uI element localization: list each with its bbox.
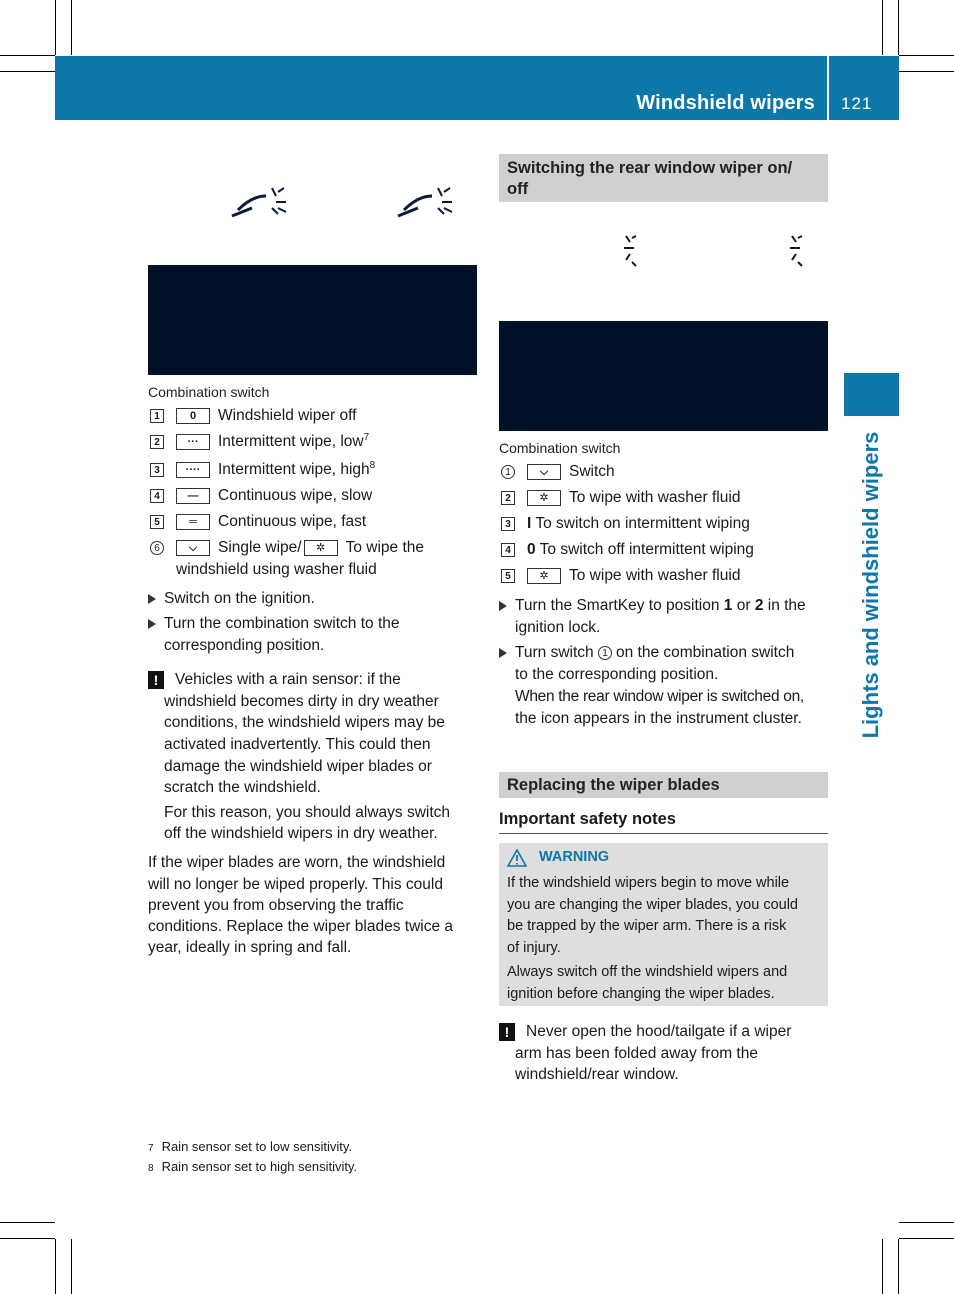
crop-mark [0,1222,55,1223]
single-wipe-icon: ⌵ [176,540,210,556]
crop-mark [0,71,55,72]
note-line: conditions, the windshield wipers may be [164,714,445,731]
item-number: 1 [598,646,612,660]
paragraph-line: prevent you from observing the traffic [148,897,404,914]
list-item-continuation: windshield using washer fluid [176,561,377,578]
step-continuation: to the corresponding position. [515,666,719,683]
paragraph-line: conditions. Replace the wiper blades twice a [148,918,454,935]
item-number: 3 [501,517,515,531]
item-symbol: 0 [527,541,536,558]
rear-wiper-icon [618,234,658,270]
item-text: To wipe with washer fluid [569,567,741,584]
paragraph-line: will no longer be wiped properly. This could [148,876,443,893]
item-number: 5 [501,569,515,583]
paragraph-line: If the wiper blades are worn, the windshield [148,854,446,871]
list-item [150,459,375,481]
note-line: Never open the hood/tailgate if a wiper [526,1023,792,1040]
item-symbol: I [527,515,532,532]
crop-mark [899,71,954,72]
header-divider [827,56,829,120]
step-text: in the [763,597,806,614]
note-line: windshield becomes dirty in dry weather [164,693,439,710]
combination-switch-photo [499,321,828,431]
section-heading: Replacing the wiper blades [499,772,828,798]
instruction-step [148,613,400,635]
footnote-text: Rain sensor set to low sensitivity. [161,1139,353,1154]
item-text: Continuous wipe, slow [218,487,373,504]
crop-mark [71,1239,72,1294]
list-item [150,537,424,559]
warning-icon [507,849,527,867]
section-heading-line: off [507,180,529,198]
crop-mark [71,0,72,55]
item-text: Windshield wiper off [218,407,357,424]
item-text: Single wipe/ [218,539,302,556]
crop-mark [899,1222,954,1223]
instruction-step [148,588,315,610]
note-line: windshield/rear window. [515,1066,679,1083]
warning-line: If the windshield wipers begin to move while [507,875,790,891]
footnote-number: 8 [148,1163,154,1174]
crop-mark [55,0,56,55]
washer-fluid-icon: ✲ [527,568,561,584]
item-number: 4 [150,489,164,503]
item-text: Intermittent wipe, high [218,461,370,478]
arrow-icon [148,594,156,604]
off-symbol-icon: 0 [176,408,210,424]
step-continuation: ignition lock. [515,619,601,636]
list-item [501,539,754,561]
subheading-rule [499,833,828,834]
note-line: arm has been folded away from the [515,1045,758,1062]
item-number: 2 [150,435,164,449]
figure-caption: Combination switch [148,384,270,400]
page-number: 121 [841,94,873,113]
item-number: 1 [501,465,515,479]
item-number: 5 [150,515,164,529]
item-number: 3 [150,463,164,477]
item-text: To switch on intermittent wiping [535,515,750,532]
note-line: activated inadvertently. This could then [164,736,431,753]
combination-switch-photo [148,265,477,375]
item-number: 4 [501,543,515,557]
warning-line: be trapped by the wiper arm. There is a risk [507,918,787,934]
rear-wiper-switch-icon: ⌵ [527,464,561,480]
step-text: Turn the SmartKey to position [515,597,724,614]
item-text: Continuous wipe, fast [218,513,367,530]
continuous-fast-icon: ═ [176,514,210,530]
crop-mark [898,0,899,55]
item-number: 1 [150,409,164,423]
caution-icon: ! [499,1023,515,1041]
arrow-icon [148,619,156,629]
footnote [148,1159,357,1174]
rear-wiper-icon [784,234,824,270]
warning-title: WARNING [539,849,610,865]
crop-mark [882,1239,883,1294]
step-text: on the combination switch [615,644,795,661]
warning-text [507,873,798,1005]
wiper-symbol-icon [394,182,458,222]
footnote-text: Rain sensor set to high sensitivity. [161,1159,358,1174]
item-text: Intermittent wipe, low [218,433,364,450]
figure-caption: Combination switch [499,440,621,456]
list-item [501,461,615,483]
note-line: damage the windshield wiper blades or [164,758,432,775]
crop-mark [0,55,55,56]
list-item [150,431,369,453]
warning-line: Always switch off the windshield wipers and [507,964,788,980]
note-line: scratch the windshield. [164,779,321,796]
crop-mark [899,55,954,56]
step-text: Turn switch [515,644,594,661]
step-text: Switch on the ignition. [164,590,315,607]
section-heading [499,154,828,202]
note-line: Vehicles with a rain sensor: if the [175,671,401,688]
crop-mark [899,1238,954,1239]
footnote-ref: 7 [363,431,370,443]
list-item [150,405,356,427]
crop-mark [55,1239,56,1294]
sidebar-tab [844,373,899,416]
step-text: Turn the combination switch to the [164,615,400,632]
crop-mark [0,1238,55,1239]
item-number: 2 [501,491,515,505]
item-text: To wipe with washer fluid [569,489,741,506]
step-continuation: corresponding position. [164,637,325,654]
list-item [150,511,366,533]
note [499,1021,515,1043]
warning-line: of injury. [507,939,561,956]
list-item [501,513,750,535]
step-text: 1 [723,597,733,614]
caution-icon: ! [148,671,164,689]
item-number: 6 [150,541,164,555]
warning-line: ignition before changing the wiper blades. [507,985,775,1002]
list-item [501,487,740,509]
subheading: Important safety notes [499,810,676,828]
arrow-icon [499,601,507,611]
instruction-step [499,642,794,664]
chapter-label: Lights and windshield wipers [858,431,883,739]
item-text: To wipe the [345,539,424,556]
note-line: For this reason, you should always switch [164,804,451,821]
section-heading-line: Switching the rear window wiper on/ [507,159,793,177]
wiper-symbol-icon [228,182,292,222]
footnote-number: 7 [148,1143,154,1154]
list-item [501,565,740,587]
arrow-icon [499,648,507,658]
page-header [55,56,899,120]
step-text: 2 [754,597,764,614]
step-result: When the rear window wiper is switched on, [515,688,804,705]
footnote-ref: 8 [369,459,376,471]
step-text: or [732,597,755,614]
continuous-slow-icon: — [176,488,210,504]
warning-line: you are changing the wiper blades, you could [507,896,798,913]
washer-fluid-icon: ✲ [304,540,338,556]
instruction-step [499,595,806,617]
item-text: To switch off intermittent wiping [539,541,754,558]
paragraph-line: year, ideally in spring and fall. [148,939,352,956]
intermittent-high-icon: ···· [176,462,210,478]
note [148,669,164,691]
warning-box [499,843,828,1006]
footnote [148,1139,352,1154]
list-item [150,485,372,507]
crop-mark [882,0,883,55]
crop-mark [898,1239,899,1294]
step-result: the icon appears in the instrument cluster. [515,710,802,727]
washer-fluid-icon: ✲ [527,490,561,506]
item-text: Switch [569,463,615,480]
note-line: off the windshield wipers in dry weather. [164,825,438,842]
intermittent-low-icon: ··· [176,434,210,450]
page-title: Windshield wipers [636,92,815,114]
